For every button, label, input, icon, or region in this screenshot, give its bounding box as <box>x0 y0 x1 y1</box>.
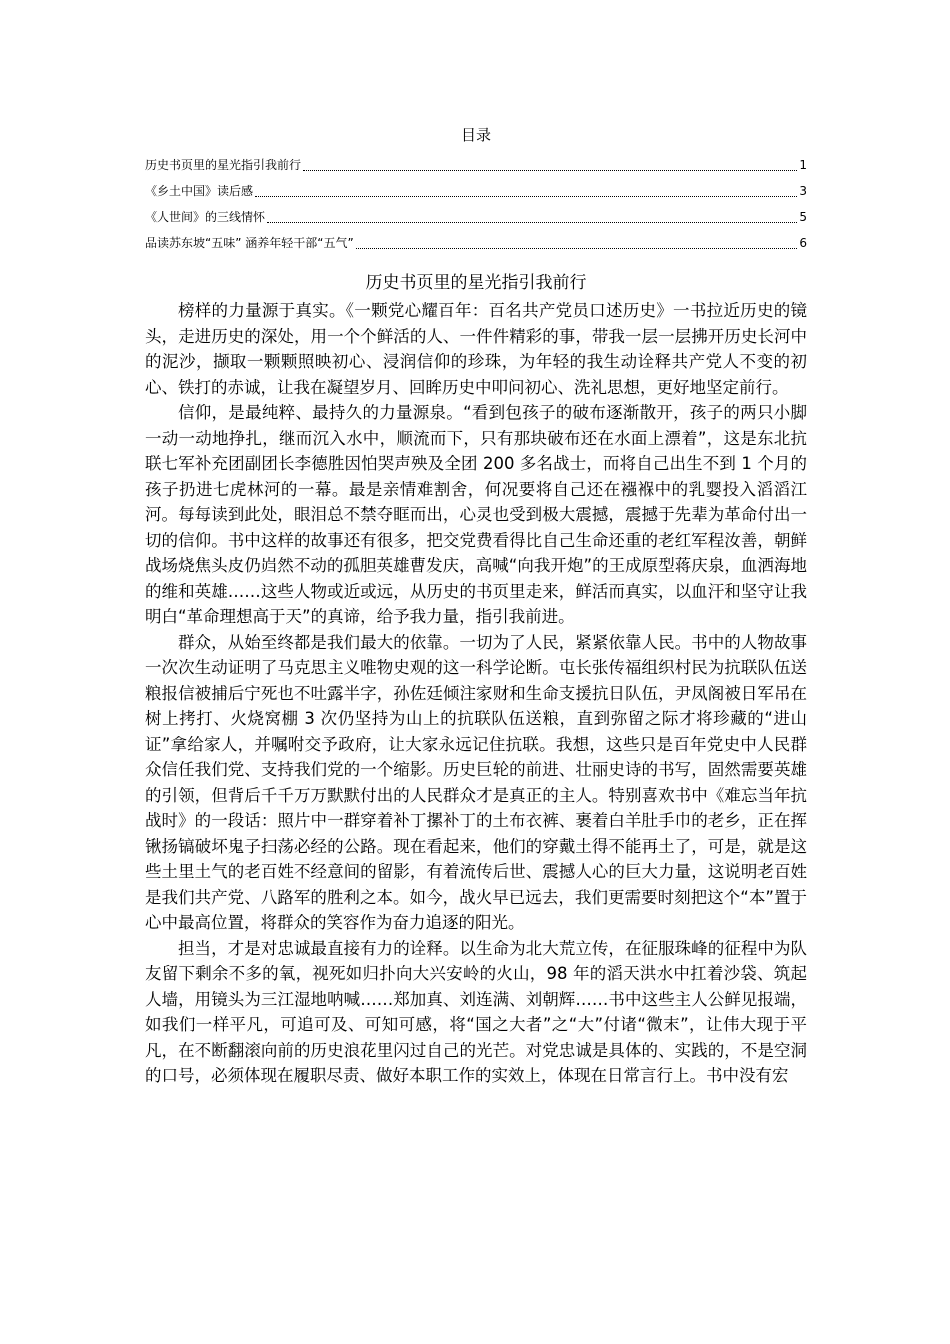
toc-entry-page: 6 <box>799 236 807 250</box>
article-paragraph: 群众，从始至终都是我们最大的依靠。一切为了人民，紧紧依靠人民。书中的人物故事一次次生动证明了马克思主义唯物史观的这一科学论断。屯长张传福组织村民为抗联队伍送粮报信被捕后宁死也不吐露半字，孙佐廷倾注家财和生命支援抗日队伍，尹凤阁被日军吊在树上拷打、火烧窝棚 3 次仍坚持为山上的抗联队伍送粮，直到弥留之际才将珍藏的“进山证”拿给家人，并嘱咐交予政府，让大家永远记住抗联。我想，这些只是百年党史中人民群众信任我们党、支持我们党的一个缩影。历史巨轮的前进、壮丽史诗的书写，固然需要英雄的引领，但背后千千万万默默付出的人民群众才是真正的主人。特别喜欢书中《难忘当年抗战时》的一段话：照片中一群穿着补丁摞补丁的土布衣裤、裹着白羊肚手巾的老乡，正在挥锹扬镐破坏鬼子扫荡必经的公路。现在看起来，他们的穿戴土得不能再土了，可是，就是这些土里土气的老百姓不经意间的留影，有着流传后世、震撼人心的巨大力量，这说明老百姓是我们共产党、八路军的胜利之本。如今，战火早已远去，我们更需要时刻把这个“本”置于心中最高位置，将群众的笑容作为奋力追逐的阳光。 <box>145 632 807 932</box>
toc-entry[interactable] <box>145 178 807 204</box>
toc-entry-text: 品读苏东坡“五味” 涵养年轻干部“五气” <box>145 236 354 250</box>
toc-entry-text: 《乡土中国》读后感 <box>145 184 254 198</box>
toc-entry[interactable] <box>145 230 807 256</box>
document-page <box>145 124 807 1089</box>
toc-entry-page: 1 <box>799 158 807 172</box>
toc-leader-dots <box>255 196 797 197</box>
article-title: 历史书页里的星光指引我前行 <box>365 273 587 293</box>
toc-entry-text: 《人世间》的三线情怀 <box>145 210 266 224</box>
toc-entry-text: 历史书页里的星光指引我前行 <box>145 158 302 172</box>
article-paragraph: 担当，才是对忠诚最直接有力的诠释。以生命为北大荒立传，在征服珠峰的征程中为队友留下剩余不多的氧，视死如归扑向大兴安岭的火山，98 年的滔天洪水中扛着沙袋、筑起人墙，用镜头为三江湿地呐喊……郑加真、刘连满、刘朝辉……书中这些主人公鲜见报端，如我们一样平凡，可追可及、可知可感，将“国之大者”之“大”付诸“微末”，让伟大现于平凡，在不断翻滚向前的历史浪花里闪过自己的光芒。对党忠诚是具体的、实践的，不是空洞的口号，必须体现在履职尽责、做好本职工作的实效上，体现在日常言行上。书中没有宏 <box>145 938 807 1085</box>
toc-title: 目录 <box>460 126 491 144</box>
toc-leader-dots <box>267 222 797 223</box>
article-paragraph: 信仰，是最纯粹、最持久的力量源泉。“看到包孩子的破布逐渐散开，孩子的两只小脚一动一动地挣扎，继而沉入水中，顺流而下，只有那块破布还在水面上漂着”，这是东北抗联七军补充团副团长李德胜因怕哭声殃及全团 200 多名战士，而将自己出生不到 1 个月的孩子扔进七虎林河的一幕。最是亲情难割舍，何况要将自己还在襁褓中的乳婴投入滔滔江河。每每读到此处，眼泪总不禁夺眶而出，心灵也受到极大震撼，震撼于先辈为革命付出一切的信仰。书中这样的故事还有很多，把交党费看得比自己生命还重的老红军程汝善，朝鲜战场烧焦头皮仍岿然不动的孤胆英雄曹发庆，高喊“向我开炮”的王成原型蒋庆泉，血洒海地的维和英雄……这些人物或近或远，从历史的书页里走来，鲜活而真实，以血汗和坚守让我明白“革命理想高于天”的真谛，给予我力量，指引我前进。 <box>145 403 807 626</box>
table-of-contents <box>145 152 807 256</box>
toc-entry[interactable] <box>145 152 807 178</box>
toc-leader-dots <box>356 248 798 249</box>
toc-entry[interactable] <box>145 204 807 230</box>
toc-entry-page: 3 <box>799 184 807 198</box>
article-paragraph: 榜样的力量源于真实。《一颗党心耀百年：百名共产党员口述历史》一书拉近历史的镜头，走进历史的深处，用一个个鲜活的人、一件件精彩的事，带我一层一层拂开历史长河中的泥沙，撷取一颗颗照映初心、浸润信仰的珍珠，为年轻的我生动诠释共产党人不变的初心、铁打的赤诚，让我在凝望岁月、回眸历史中叩问初心、洗礼思想，更好地坚定前行。 <box>145 301 807 397</box>
toc-leader-dots <box>303 170 797 171</box>
toc-entry-page: 5 <box>799 210 807 224</box>
